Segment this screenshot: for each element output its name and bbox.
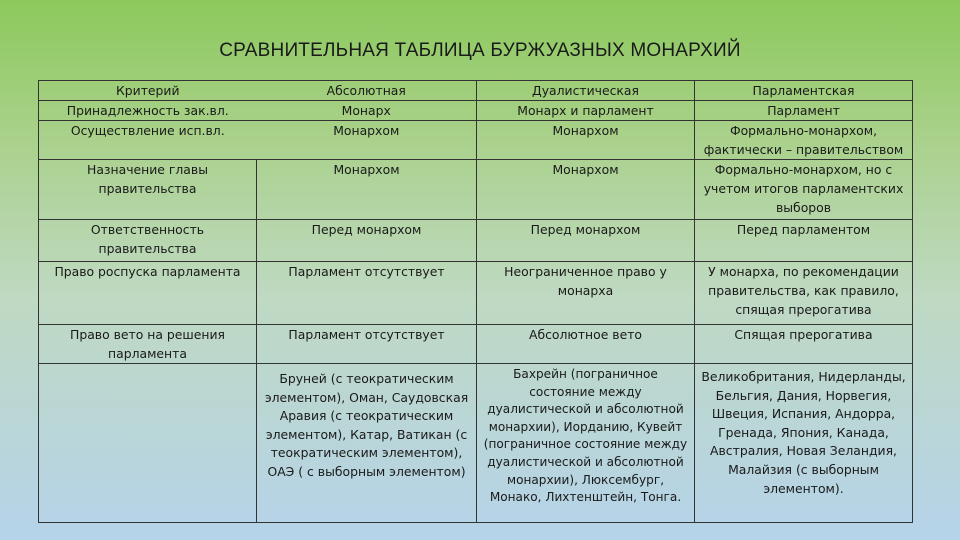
header-absolute: Абсолютная xyxy=(257,81,477,101)
table-cell: Великобритания, Нидерланды, Бельгия, Дания, Норвегия, Швеция, Испания, Андорра, Гренада, Япония, Канада, Австралия, Новая Зеландия, Малайзия (с выборным элементом). xyxy=(695,364,913,523)
table-cell xyxy=(39,364,257,523)
table-cell: Принадлежность зак.вл. xyxy=(39,101,257,121)
table-cell: Монархом xyxy=(257,121,477,160)
table-cell: Неограниченное право у монарха xyxy=(477,262,695,325)
table-cell: Спящая прерогатива xyxy=(695,325,913,364)
header-criterion: Критерий xyxy=(39,81,257,101)
slide-title: СРАВНИТЕЛЬНАЯ ТАБЛИЦА БУРЖУАЗНЫХ МОНАРХИЙ xyxy=(219,40,741,61)
table-cell: Монархом xyxy=(477,160,695,220)
header-parliamentary: Парламентская xyxy=(695,81,913,101)
table-cell: Осуществление исп.вл. xyxy=(39,121,257,160)
table-cell: Ответственность правительства xyxy=(39,220,257,262)
table-cell: Право роспуска парламента xyxy=(39,262,257,325)
table-cell: Монархом xyxy=(477,121,695,160)
header-dualistic: Дуалистическая xyxy=(477,81,695,101)
table-row xyxy=(39,262,913,325)
table-header-row xyxy=(39,81,913,101)
comparison-table xyxy=(38,80,913,523)
table-cell: Парламент отсутствует xyxy=(257,325,477,364)
table-cell: Парламент xyxy=(695,101,913,121)
table-cell: Назначение главы правительства xyxy=(39,160,257,220)
table-cell: Абсолютное вето xyxy=(477,325,695,364)
table-cell: Формально-монархом, но с учетом итогов парламентских выборов xyxy=(695,160,913,220)
table-cell: Бахрейн (пограничное состояние между дуалистической и абсолютной монархии), Иорданию, Кувейт (пограничное состояние между дуалистической и абсолютной монархии), Люксембург, Монако, Лихтенштейн, Тонга. xyxy=(477,364,695,523)
table-cell: Перед монархом xyxy=(477,220,695,262)
table-cell: Парламент отсутствует xyxy=(257,262,477,325)
table-cell: Монарх xyxy=(257,101,477,121)
table-cell: У монарха, по рекомендации правительства, как правило, спящая прерогатива xyxy=(695,262,913,325)
table-row xyxy=(39,325,913,364)
table-cell: Перед монархом xyxy=(257,220,477,262)
table-row xyxy=(39,101,913,121)
table-row xyxy=(39,220,913,262)
table-cell: Право вето на решения парламента xyxy=(39,325,257,364)
table-cell: Перед парламентом xyxy=(695,220,913,262)
table-cell: Бруней (с теократическим элементом), Оман, Саудовская Аравия (с теократическим элементом), Катар, Ватикан (с теократическим элементом), ОАЭ ( с выборным элементом) xyxy=(257,364,477,523)
table-row xyxy=(39,160,913,220)
table-cell: Монархом xyxy=(257,160,477,220)
table-cell: Формально-монархом, фактически – правительством xyxy=(695,121,913,160)
table-row xyxy=(39,364,913,523)
table-row xyxy=(39,121,913,160)
table-cell: Монарх и парламент xyxy=(477,101,695,121)
